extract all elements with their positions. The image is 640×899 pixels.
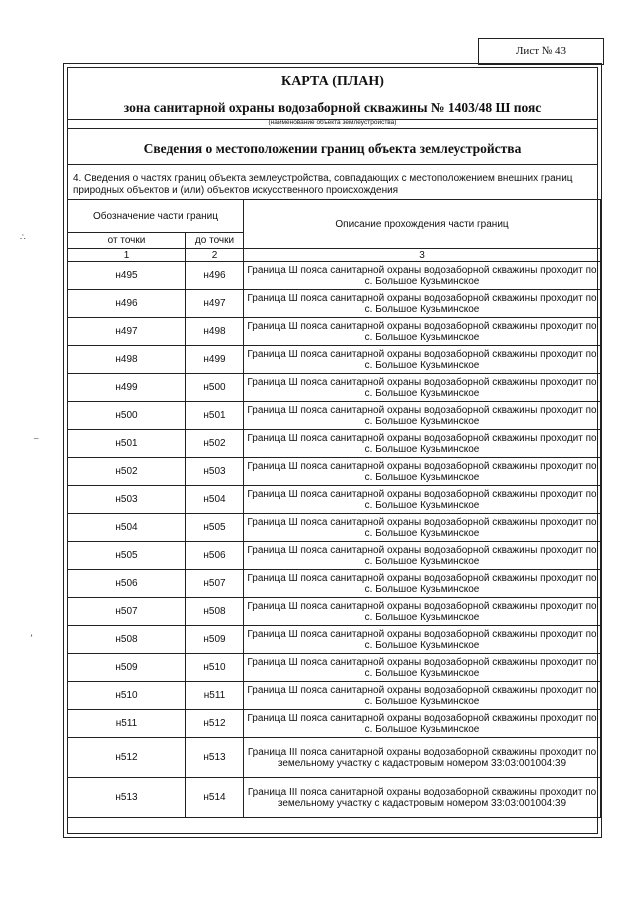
table-row — [68, 318, 601, 346]
boundary-description: Граница Ш пояса санитарной охраны водозаборной скважины проходит по с. Большое Кузьминское — [244, 374, 601, 402]
object-caption: (наименование объекта землеустройства) — [268, 119, 397, 126]
table-row — [68, 458, 601, 486]
scan-artifact: – — [34, 433, 39, 443]
from-point: н512 — [68, 738, 186, 778]
table-row — [68, 654, 601, 682]
divider — [68, 164, 597, 165]
table-row — [68, 682, 601, 710]
document-frame — [63, 63, 602, 838]
boundary-description: Граница Ш пояса санитарной охраны водозаборной скважины проходит по с. Большое Кузьминское — [244, 682, 601, 710]
to-point: н503 — [186, 458, 244, 486]
to-point: н504 — [186, 486, 244, 514]
to-point: н512 — [186, 710, 244, 738]
scan-artifact: ʼ — [30, 633, 33, 643]
divider — [68, 128, 597, 129]
boundary-description: Граница Ш пояса санитарной охраны водозаборной скважины проходит по с. Большое Кузьминское — [244, 598, 601, 626]
table-row — [68, 486, 601, 514]
col-from-header: от точки — [68, 233, 186, 249]
col-desc-header: Описание прохождения части границ — [244, 200, 601, 249]
from-point: н500 — [68, 402, 186, 430]
boundary-description: Граница Ш пояса санитарной охраны водозаборной скважины проходит по с. Большое Кузьминское — [244, 430, 601, 458]
from-point: н509 — [68, 654, 186, 682]
table-row — [68, 598, 601, 626]
boundary-description: Граница Ш пояса санитарной охраны водозаборной скважины проходит по с. Большое Кузьминское — [244, 514, 601, 542]
boundary-description: Граница Ш пояса санитарной охраны водозаборной скважины проходит по с. Большое Кузьминское — [244, 262, 601, 290]
table-row — [68, 290, 601, 318]
from-point: н502 — [68, 458, 186, 486]
boundary-description: Граница Ш пояса санитарной охраны водозаборной скважины проходит по с. Большое Кузьминское — [244, 570, 601, 598]
table-row — [68, 542, 601, 570]
to-point: н513 — [186, 738, 244, 778]
to-point: н508 — [186, 598, 244, 626]
from-point: н505 — [68, 542, 186, 570]
to-point: н501 — [186, 402, 244, 430]
col-num-2: 2 — [186, 249, 244, 262]
table-row — [68, 778, 601, 818]
from-point: н498 — [68, 346, 186, 374]
table-row — [68, 514, 601, 542]
object-name: зона санитарной охраны водозаборной скважины № 1403/48 Ш пояс — [123, 100, 542, 115]
boundary-description: Граница Ш пояса санитарной охраны водозаборной скважины проходит по с. Большое Кузьминское — [244, 542, 601, 570]
table-row — [68, 738, 601, 778]
boundary-description: Граница Ш пояса санитарной охраны водозаборной скважины проходит по с. Большое Кузьминское — [244, 346, 601, 374]
col-num-3: 3 — [244, 249, 601, 262]
map-title: КАРТА (ПЛАН) — [281, 74, 384, 89]
table-row — [68, 710, 601, 738]
to-point: н507 — [186, 570, 244, 598]
to-point: н510 — [186, 654, 244, 682]
boundary-description: Граница Ш пояса санитарной охраны водозаборной скважины проходит по с. Большое Кузьминское — [244, 458, 601, 486]
to-point: н509 — [186, 626, 244, 654]
boundary-description: Граница III пояса санитарной охраны водозаборной скважины проходит по земельному участку с кадастровым номером 33:03:001004:39 — [244, 738, 601, 778]
section-title: Сведения о местоположении границ объекта землеустройства — [143, 141, 522, 156]
to-point: н498 — [186, 318, 244, 346]
table-row — [68, 262, 601, 290]
table-row — [68, 430, 601, 458]
from-point: н496 — [68, 290, 186, 318]
section-note: 4. Сведения о частях границ объекта землеустройства, совпадающих с местоположением внешних границ природных объектов и (или) объектов искусственного происхождения — [73, 173, 573, 196]
boundary-description: Граница Ш пояса санитарной охраны водозаборной скважины проходит по с. Большое Кузьминское — [244, 654, 601, 682]
boundary-description: Граница III пояса санитарной охраны водозаборной скважины проходит по земельному участку с кадастровым номером 33:03:001004:39 — [244, 778, 601, 818]
boundary-description: Граница Ш пояса санитарной охраны водозаборной скважины проходит по с. Большое Кузьминское — [244, 486, 601, 514]
to-point: н497 — [186, 290, 244, 318]
to-point: н511 — [186, 682, 244, 710]
from-point: н510 — [68, 682, 186, 710]
from-point: н511 — [68, 710, 186, 738]
to-point: н514 — [186, 778, 244, 818]
col-num-1: 1 — [68, 249, 186, 262]
from-point: н506 — [68, 570, 186, 598]
boundary-description: Граница Ш пояса санитарной охраны водозаборной скважины проходит по с. Большое Кузьминское — [244, 626, 601, 654]
from-point: н497 — [68, 318, 186, 346]
from-point: н501 — [68, 430, 186, 458]
table-row — [68, 402, 601, 430]
table-row — [68, 374, 601, 402]
table-row — [68, 626, 601, 654]
sheet-number: Лист № 43 — [478, 38, 604, 65]
boundary-description: Граница Ш пояса санитарной охраны водозаборной скважины проходит по с. Большое Кузьминское — [244, 318, 601, 346]
to-point: н505 — [186, 514, 244, 542]
col-to-header: до точки — [186, 233, 244, 249]
boundary-description: Граница Ш пояса санитарной охраны водозаборной скважины проходит по с. Большое Кузьминское — [244, 402, 601, 430]
to-point: н506 — [186, 542, 244, 570]
from-point: н499 — [68, 374, 186, 402]
to-point: н499 — [186, 346, 244, 374]
from-point: н495 — [68, 262, 186, 290]
from-point: н507 — [68, 598, 186, 626]
from-point: н504 — [68, 514, 186, 542]
to-point: н496 — [186, 262, 244, 290]
table-row — [68, 346, 601, 374]
to-point: н502 — [186, 430, 244, 458]
from-point: н503 — [68, 486, 186, 514]
to-point: н500 — [186, 374, 244, 402]
boundary-description: Граница Ш пояса санитарной охраны водозаборной скважины проходит по с. Большое Кузьминское — [244, 710, 601, 738]
from-point: н513 — [68, 778, 186, 818]
boundary-description: Граница Ш пояса санитарной охраны водозаборной скважины проходит по с. Большое Кузьминское — [244, 290, 601, 318]
document-inner-frame — [67, 67, 598, 834]
from-point: н508 — [68, 626, 186, 654]
scan-artifact: ∴ — [20, 232, 26, 242]
col-group-header: Обозначение части границ — [68, 200, 244, 233]
table-row — [68, 570, 601, 598]
boundary-table — [67, 199, 601, 818]
